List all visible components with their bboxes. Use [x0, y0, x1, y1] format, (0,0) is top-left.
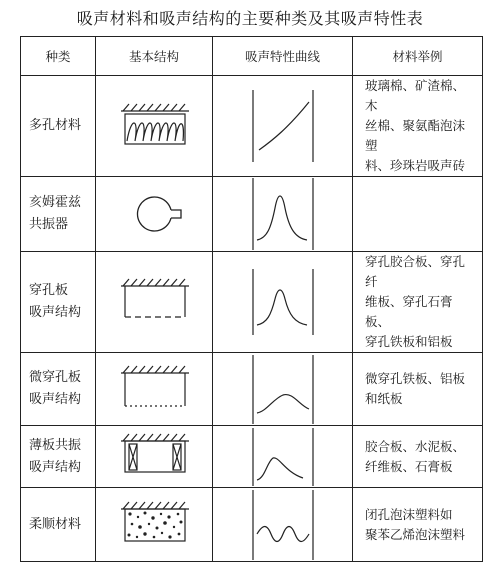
- examples-cell: 微穿孔铁板、铝板 和纸板: [353, 353, 483, 426]
- low-peak-curve-icon: [243, 428, 323, 486]
- row-name: 亥姆霍兹 共振器: [21, 177, 96, 252]
- curve-cell: [213, 488, 353, 562]
- table-row: [21, 76, 483, 177]
- absorption-table: [20, 36, 483, 562]
- thin-panel-resonator-icon: [109, 432, 199, 482]
- curve-cell: [213, 76, 353, 177]
- header-examples: 材料举例: [353, 37, 483, 76]
- row-name: 多孔材料: [21, 76, 96, 177]
- row-name: 柔顺材料: [21, 488, 96, 562]
- structure-cell: [96, 353, 213, 426]
- row-name: 穿孔板 吸声结构: [21, 252, 96, 353]
- examples-cell: 闭孔泡沫塑料如 聚苯乙烯泡沫塑料: [353, 488, 483, 562]
- table-row: [21, 177, 483, 252]
- peak-curve-icon: [243, 269, 323, 335]
- table-row: [21, 252, 483, 353]
- examples-cell: 穿孔胶合板、穿孔纤 维板、穿孔石膏板、 穿孔铁板和铝板: [353, 252, 483, 353]
- perforated-panel-icon: [109, 277, 199, 327]
- structure-cell: [96, 76, 213, 177]
- porous-material-icon: [109, 101, 199, 151]
- examples-cell: 胶合板、水泥板、 纤维板、石膏板: [353, 426, 483, 488]
- examples-cell: 玻璃棉、矿渣棉、木 丝棉、聚氨酯泡沫塑 料、珍珠岩吸声砖: [353, 76, 483, 177]
- row-name: 薄板共振 吸声结构: [21, 426, 96, 488]
- structure-cell: [96, 426, 213, 488]
- rising-curve-icon: [243, 90, 323, 162]
- examples-cell: [353, 177, 483, 252]
- header-row: [21, 37, 483, 76]
- table-row: [21, 488, 483, 562]
- structure-cell: [96, 177, 213, 252]
- curve-cell: [213, 177, 353, 252]
- curve-cell: [213, 353, 353, 426]
- table-row: [21, 353, 483, 426]
- curve-cell: [213, 252, 353, 353]
- header-structure: 基本结构: [96, 37, 213, 76]
- helmholtz-resonator-icon: [109, 189, 199, 239]
- micro-perforated-panel-icon: [109, 364, 199, 414]
- resonance-peak-icon: [243, 178, 323, 250]
- curve-cell: [213, 426, 353, 488]
- header-type: 种类: [21, 37, 96, 76]
- wavy-curve-icon: [243, 490, 323, 560]
- structure-cell: [96, 252, 213, 353]
- row-name: 微穿孔板 吸声结构: [21, 353, 96, 426]
- flexible-material-icon: [109, 500, 199, 550]
- table-row: [21, 426, 483, 488]
- broad-peak-curve-icon: [243, 355, 323, 424]
- header-curve: 吸声特性曲线: [213, 37, 353, 76]
- structure-cell: [96, 488, 213, 562]
- page-title: 吸声材料和吸声结构的主要种类及其吸声特性表: [76, 9, 424, 28]
